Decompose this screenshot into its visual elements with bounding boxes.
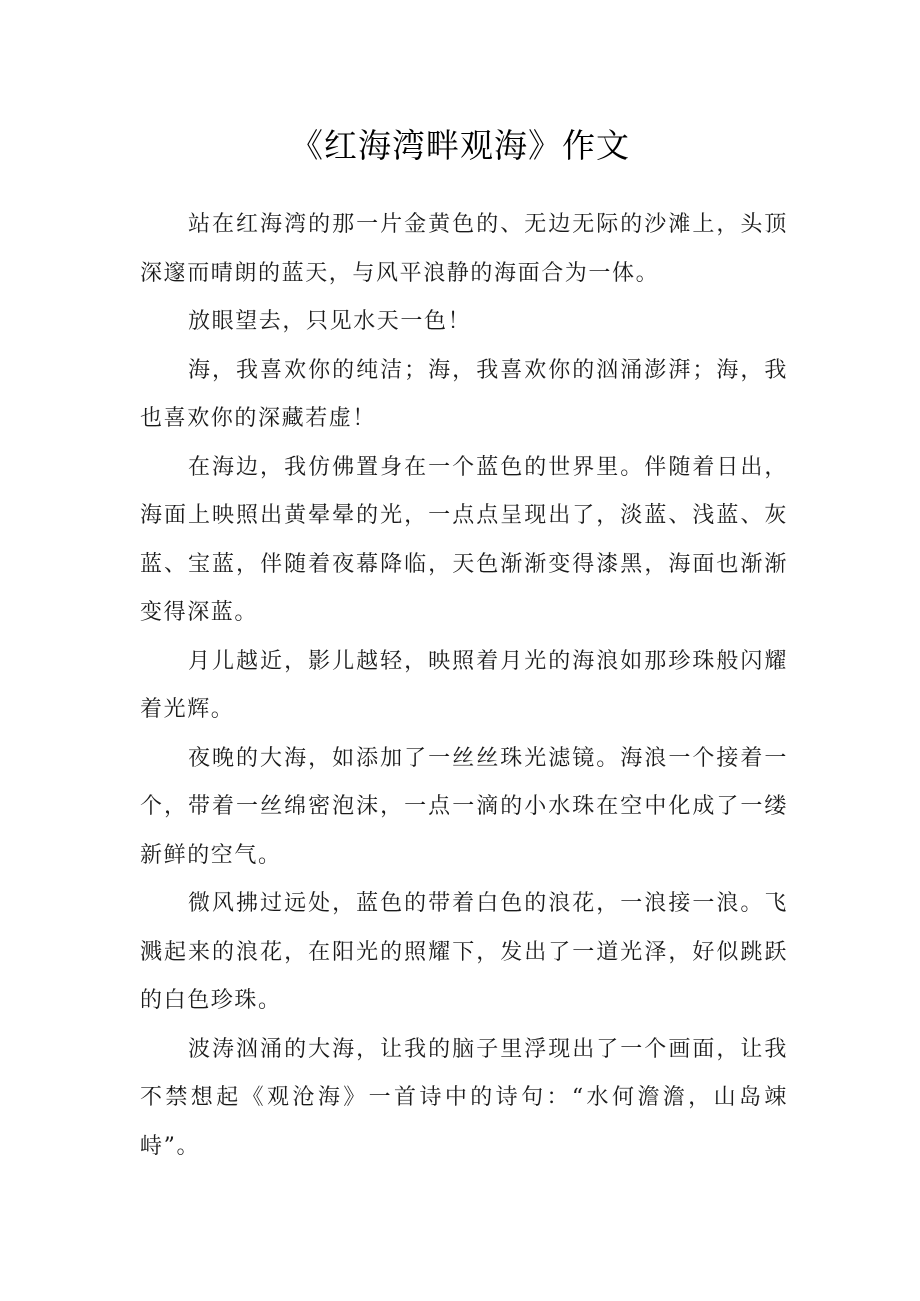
- paragraph-1: 站在红海湾的那一片金黄色的、无边无际的沙滩上，头顶深邃而晴朗的蓝天，与风平浪静的海面合为一体。: [140, 212, 788, 286]
- paragraph-2: 放眼望去，只见水天一色！: [188, 309, 472, 334]
- paragraph-3: 海，我喜欢你的纯洁；海，我喜欢你的汹涌澎湃；海，我也喜欢你的深藏若虚！: [140, 357, 788, 431]
- paragraph-4: 在海边，我仿佛置身在一个蓝色的世界里。伴随着日出，海面上映照出黄晕晕的光，一点点呈现出了，淡蓝、浅蓝、灰蓝、宝蓝，伴随着夜幕降临，天色渐渐变得漆黑，海面也渐渐变得深蓝。: [140, 454, 788, 625]
- paragraph-7: 微风拂过远处，蓝色的带着白色的浪花，一浪接一浪。飞溅起来的浪花，在阳光的照耀下，发出了一道光泽，好似跳跃的白色珍珠。: [140, 891, 788, 1013]
- paragraph-8: 波涛汹涌的大海，让我的脑子里浮现出了一个画面，让我不禁想起《观沧海》一首诗中的诗句：“水何澹澹，山岛竦峙”。: [140, 1036, 788, 1159]
- paragraph-6: 夜晚的大海，如添加了一丝丝珠光滤镜。海浪一个接着一个，带着一丝绵密泡沫，一点一滴的小水珠在空中化成了一缕新鲜的空气。: [140, 745, 788, 868]
- document-body: [140, 201, 788, 1171]
- document-title: 《红海湾畔观海》作文: [290, 126, 630, 165]
- paragraph-5: 月儿越近，影儿越轻，映照着月光的海浪如那珍珠般闪耀着光辉。: [140, 648, 788, 722]
